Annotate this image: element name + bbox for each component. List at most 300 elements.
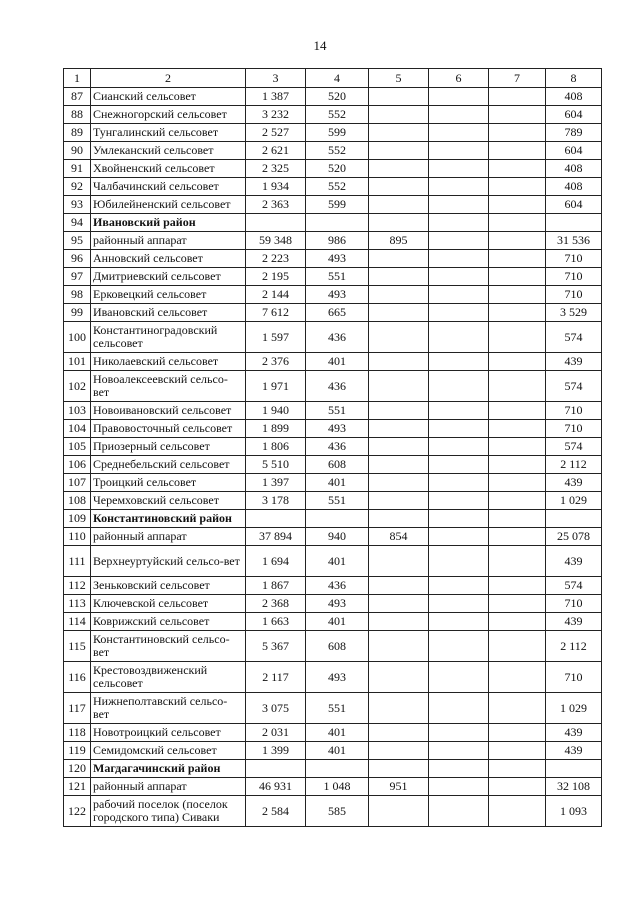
value-cell: 32 108 [546, 778, 602, 796]
table-row [64, 196, 602, 214]
value-cell: 401 [306, 474, 369, 492]
value-cell [546, 510, 602, 528]
name-cell: Новоалексеевский сельсо-вет [91, 371, 246, 402]
value-cell: 599 [306, 124, 369, 142]
value-cell [246, 760, 306, 778]
table-row [64, 160, 602, 178]
value-cell [429, 420, 489, 438]
value-cell [546, 214, 602, 232]
value-cell [489, 742, 546, 760]
value-cell: 1 899 [246, 420, 306, 438]
value-cell: 574 [546, 577, 602, 595]
value-cell: 2 195 [246, 268, 306, 286]
row-number-cell: 104 [64, 420, 91, 438]
name-cell: Приозерный сельсовет [91, 438, 246, 456]
value-cell: 3 178 [246, 492, 306, 510]
column-header: 8 [546, 69, 602, 88]
value-cell [429, 214, 489, 232]
value-cell: 1 940 [246, 402, 306, 420]
value-cell [429, 371, 489, 402]
value-cell [429, 693, 489, 724]
value-cell [369, 595, 429, 613]
table-row [64, 286, 602, 304]
value-cell: 439 [546, 742, 602, 760]
page-number: 14 [313, 38, 327, 53]
value-cell [489, 232, 546, 250]
table-row [64, 595, 602, 613]
value-cell: 1 934 [246, 178, 306, 196]
value-cell: 59 348 [246, 232, 306, 250]
value-cell [489, 492, 546, 510]
value-cell: 2 112 [546, 631, 602, 662]
row-number-cell: 91 [64, 160, 91, 178]
value-cell [429, 322, 489, 353]
table-row [64, 796, 602, 827]
value-cell: 25 078 [546, 528, 602, 546]
row-number-cell: 102 [64, 371, 91, 402]
value-cell [489, 106, 546, 124]
value-cell [429, 595, 489, 613]
value-cell [369, 402, 429, 420]
row-number-cell: 101 [64, 353, 91, 371]
row-number-cell: 107 [64, 474, 91, 492]
value-cell [369, 142, 429, 160]
value-cell: 408 [546, 88, 602, 106]
table-row [64, 742, 602, 760]
value-cell: 2 527 [246, 124, 306, 142]
value-cell [489, 474, 546, 492]
value-cell [489, 796, 546, 827]
value-cell: 574 [546, 438, 602, 456]
name-cell: Константиновский район [91, 510, 246, 528]
value-cell [369, 214, 429, 232]
value-cell: 552 [306, 106, 369, 124]
value-cell [489, 546, 546, 577]
column-header: 6 [429, 69, 489, 88]
value-cell [306, 760, 369, 778]
value-cell: 46 931 [246, 778, 306, 796]
table-row [64, 232, 602, 250]
name-cell: Троицкий сельсовет [91, 474, 246, 492]
row-number-cell: 99 [64, 304, 91, 322]
row-number-cell: 116 [64, 662, 91, 693]
table-row [64, 474, 602, 492]
column-header: 5 [369, 69, 429, 88]
value-cell: 1 387 [246, 88, 306, 106]
value-cell [369, 268, 429, 286]
value-cell: 854 [369, 528, 429, 546]
value-cell [369, 492, 429, 510]
value-cell: 710 [546, 250, 602, 268]
value-cell [489, 250, 546, 268]
value-cell: 436 [306, 371, 369, 402]
value-cell [489, 778, 546, 796]
value-cell [369, 510, 429, 528]
value-cell [429, 796, 489, 827]
value-cell: 2 376 [246, 353, 306, 371]
value-cell: 1 694 [246, 546, 306, 577]
value-cell [429, 662, 489, 693]
value-cell: 2 144 [246, 286, 306, 304]
table-row [64, 613, 602, 631]
value-cell [489, 724, 546, 742]
name-cell: Константиновский сельсо-вет [91, 631, 246, 662]
value-cell [489, 160, 546, 178]
row-number-cell: 121 [64, 778, 91, 796]
row-number-cell: 118 [64, 724, 91, 742]
budget-table [63, 68, 602, 827]
value-cell: 552 [306, 178, 369, 196]
value-cell: 2 368 [246, 595, 306, 613]
value-cell: 604 [546, 106, 602, 124]
table-row [64, 577, 602, 595]
value-cell: 408 [546, 160, 602, 178]
row-number-cell: 95 [64, 232, 91, 250]
table-row [64, 142, 602, 160]
district-header-row [64, 510, 602, 528]
value-cell: 710 [546, 268, 602, 286]
value-cell: 1 048 [306, 778, 369, 796]
value-cell [489, 304, 546, 322]
value-cell [489, 371, 546, 402]
name-cell: Ключевской сельсовет [91, 595, 246, 613]
value-cell [489, 456, 546, 474]
value-cell [429, 438, 489, 456]
value-cell [369, 456, 429, 474]
value-cell [429, 577, 489, 595]
value-cell [369, 742, 429, 760]
table-row [64, 353, 602, 371]
row-number-cell: 117 [64, 693, 91, 724]
table-row [64, 124, 602, 142]
value-cell: 895 [369, 232, 429, 250]
row-number-cell: 93 [64, 196, 91, 214]
value-cell [429, 232, 489, 250]
table-row [64, 662, 602, 693]
value-cell: 1 867 [246, 577, 306, 595]
value-cell: 1 806 [246, 438, 306, 456]
value-cell: 1 029 [546, 693, 602, 724]
value-cell [429, 268, 489, 286]
value-cell: 2 325 [246, 160, 306, 178]
value-cell: 3 075 [246, 693, 306, 724]
value-cell [489, 662, 546, 693]
value-cell [429, 631, 489, 662]
row-number-cell: 94 [64, 214, 91, 232]
value-cell [369, 353, 429, 371]
value-cell: 37 894 [246, 528, 306, 546]
name-cell: районный аппарат [91, 232, 246, 250]
value-cell [429, 160, 489, 178]
value-cell: 401 [306, 742, 369, 760]
name-cell: Верхнеуртуйский сельсо-вет [91, 546, 246, 577]
name-cell: районный аппарат [91, 778, 246, 796]
value-cell [546, 760, 602, 778]
value-cell: 5 510 [246, 456, 306, 474]
name-cell: Коврижский сельсовет [91, 613, 246, 631]
value-cell [429, 492, 489, 510]
value-cell: 710 [546, 286, 602, 304]
value-cell [369, 546, 429, 577]
value-cell [429, 760, 489, 778]
value-cell [429, 528, 489, 546]
value-cell: 710 [546, 662, 602, 693]
name-cell: Новоивановский сельсовет [91, 402, 246, 420]
value-cell [369, 796, 429, 827]
value-cell: 31 536 [546, 232, 602, 250]
row-number-cell: 90 [64, 142, 91, 160]
table-row [64, 693, 602, 724]
row-number-cell: 113 [64, 595, 91, 613]
name-cell: Анновский сельсовет [91, 250, 246, 268]
table-row [64, 402, 602, 420]
value-cell: 401 [306, 613, 369, 631]
value-cell: 604 [546, 196, 602, 214]
value-cell [306, 510, 369, 528]
name-cell: Николаевский сельсовет [91, 353, 246, 371]
value-cell [246, 510, 306, 528]
value-cell: 439 [546, 546, 602, 577]
value-cell: 493 [306, 250, 369, 268]
value-cell: 2 117 [246, 662, 306, 693]
name-cell: Семидомский сельсовет [91, 742, 246, 760]
column-header: 4 [306, 69, 369, 88]
name-cell: Правовосточный сельсовет [91, 420, 246, 438]
value-cell: 551 [306, 693, 369, 724]
column-header: 1 [64, 69, 91, 88]
value-cell [489, 353, 546, 371]
table-row [64, 371, 602, 402]
name-cell: Зеньковский сельсовет [91, 577, 246, 595]
table-row [64, 304, 602, 322]
value-cell: 1 029 [546, 492, 602, 510]
value-cell: 436 [306, 438, 369, 456]
value-cell [246, 214, 306, 232]
value-cell [489, 286, 546, 304]
row-number-cell: 92 [64, 178, 91, 196]
value-cell: 665 [306, 304, 369, 322]
value-cell [489, 693, 546, 724]
value-cell [369, 250, 429, 268]
name-cell: Нижнеполтавский сельсо-вет [91, 693, 246, 724]
value-cell [369, 613, 429, 631]
name-cell: рабочий поселок (поселок городского типа) Сиваки [91, 796, 246, 827]
value-cell: 710 [546, 420, 602, 438]
name-cell: Крестовоздвиженский сельсовет [91, 662, 246, 693]
table-row [64, 438, 602, 456]
value-cell: 436 [306, 322, 369, 353]
table-row [64, 724, 602, 742]
value-cell [429, 353, 489, 371]
name-cell: Новотроицкий сельсовет [91, 724, 246, 742]
value-cell [369, 420, 429, 438]
value-cell [369, 88, 429, 106]
value-cell: 436 [306, 577, 369, 595]
value-cell: 520 [306, 160, 369, 178]
value-cell [489, 142, 546, 160]
row-number-cell: 109 [64, 510, 91, 528]
value-cell [489, 595, 546, 613]
value-cell [429, 286, 489, 304]
value-cell [369, 662, 429, 693]
value-cell [489, 577, 546, 595]
name-cell: Снежногорский сельсовет [91, 106, 246, 124]
value-cell [429, 456, 489, 474]
value-cell: 574 [546, 322, 602, 353]
value-cell [429, 474, 489, 492]
table-row [64, 178, 602, 196]
value-cell: 401 [306, 724, 369, 742]
row-number-cell: 111 [64, 546, 91, 577]
row-number-cell: 112 [64, 577, 91, 595]
table-row [64, 546, 602, 577]
value-cell: 940 [306, 528, 369, 546]
value-cell [369, 577, 429, 595]
value-cell [429, 304, 489, 322]
table-row [64, 456, 602, 474]
name-cell: Ивановский район [91, 214, 246, 232]
column-header: 7 [489, 69, 546, 88]
name-cell: Константиноградовский сельсовет [91, 322, 246, 353]
value-cell [369, 322, 429, 353]
value-cell: 7 612 [246, 304, 306, 322]
value-cell [429, 402, 489, 420]
column-header: 3 [246, 69, 306, 88]
name-cell: Ерковецкий сельсовет [91, 286, 246, 304]
value-cell [429, 196, 489, 214]
value-cell: 493 [306, 420, 369, 438]
value-cell: 608 [306, 631, 369, 662]
value-cell [369, 631, 429, 662]
value-cell: 986 [306, 232, 369, 250]
value-cell [489, 510, 546, 528]
value-cell: 1 093 [546, 796, 602, 827]
value-cell: 2 621 [246, 142, 306, 160]
value-cell [429, 88, 489, 106]
table-row [64, 492, 602, 510]
value-cell: 1 971 [246, 371, 306, 402]
value-cell [489, 178, 546, 196]
value-cell [489, 438, 546, 456]
column-header: 2 [91, 69, 246, 88]
value-cell [489, 420, 546, 438]
value-cell: 493 [306, 595, 369, 613]
value-cell: 439 [546, 353, 602, 371]
name-cell: Сианский сельсовет [91, 88, 246, 106]
value-cell: 608 [306, 456, 369, 474]
table-row [64, 250, 602, 268]
value-cell [429, 124, 489, 142]
row-number-cell: 87 [64, 88, 91, 106]
value-cell: 1 397 [246, 474, 306, 492]
value-cell: 5 367 [246, 631, 306, 662]
row-number-cell: 114 [64, 613, 91, 631]
value-cell: 2 031 [246, 724, 306, 742]
row-number-cell: 120 [64, 760, 91, 778]
value-cell: 2 223 [246, 250, 306, 268]
value-cell: 408 [546, 178, 602, 196]
name-cell: Юбилейненский сельсовет [91, 196, 246, 214]
district-header-row [64, 760, 602, 778]
name-cell: районный аппарат [91, 528, 246, 546]
value-cell [369, 160, 429, 178]
value-cell [489, 528, 546, 546]
value-cell [429, 106, 489, 124]
value-cell: 439 [546, 724, 602, 742]
table-row [64, 106, 602, 124]
value-cell [429, 724, 489, 742]
table-row [64, 631, 602, 662]
value-cell: 551 [306, 402, 369, 420]
table-row [64, 88, 602, 106]
value-cell [489, 196, 546, 214]
value-cell: 789 [546, 124, 602, 142]
value-cell [369, 124, 429, 142]
row-number-cell: 97 [64, 268, 91, 286]
row-number-cell: 122 [64, 796, 91, 827]
value-cell: 493 [306, 662, 369, 693]
value-cell: 1 399 [246, 742, 306, 760]
value-cell [429, 778, 489, 796]
value-cell: 2 584 [246, 796, 306, 827]
name-cell: Умлеканский сельсовет [91, 142, 246, 160]
row-number-cell: 105 [64, 438, 91, 456]
table-row [64, 528, 602, 546]
table-body [64, 88, 602, 827]
value-cell [489, 214, 546, 232]
value-cell: 585 [306, 796, 369, 827]
value-cell: 493 [306, 286, 369, 304]
value-cell: 401 [306, 353, 369, 371]
table-row [64, 322, 602, 353]
value-cell: 3 529 [546, 304, 602, 322]
value-cell [369, 438, 429, 456]
row-number-cell: 106 [64, 456, 91, 474]
value-cell [489, 88, 546, 106]
value-cell [489, 322, 546, 353]
row-number-cell: 108 [64, 492, 91, 510]
name-cell: Среднебельский сельсовет [91, 456, 246, 474]
value-cell [429, 742, 489, 760]
value-cell [369, 474, 429, 492]
name-cell: Магдагачинский район [91, 760, 246, 778]
value-cell [489, 631, 546, 662]
value-cell [369, 286, 429, 304]
row-number-cell: 88 [64, 106, 91, 124]
name-cell: Черемховский сельсовет [91, 492, 246, 510]
value-cell [429, 546, 489, 577]
value-cell [369, 196, 429, 214]
value-cell: 552 [306, 142, 369, 160]
row-number-cell: 115 [64, 631, 91, 662]
value-cell [369, 724, 429, 742]
value-cell [429, 510, 489, 528]
value-cell [369, 178, 429, 196]
name-cell: Ивановский сельсовет [91, 304, 246, 322]
value-cell [369, 760, 429, 778]
value-cell: 439 [546, 474, 602, 492]
name-cell: Тунгалинский сельсовет [91, 124, 246, 142]
value-cell: 2 363 [246, 196, 306, 214]
name-cell: Дмитриевский сельсовет [91, 268, 246, 286]
value-cell [429, 142, 489, 160]
value-cell [489, 760, 546, 778]
value-cell: 3 232 [246, 106, 306, 124]
value-cell: 520 [306, 88, 369, 106]
table-header-row [64, 69, 602, 88]
value-cell: 551 [306, 268, 369, 286]
row-number-cell: 110 [64, 528, 91, 546]
